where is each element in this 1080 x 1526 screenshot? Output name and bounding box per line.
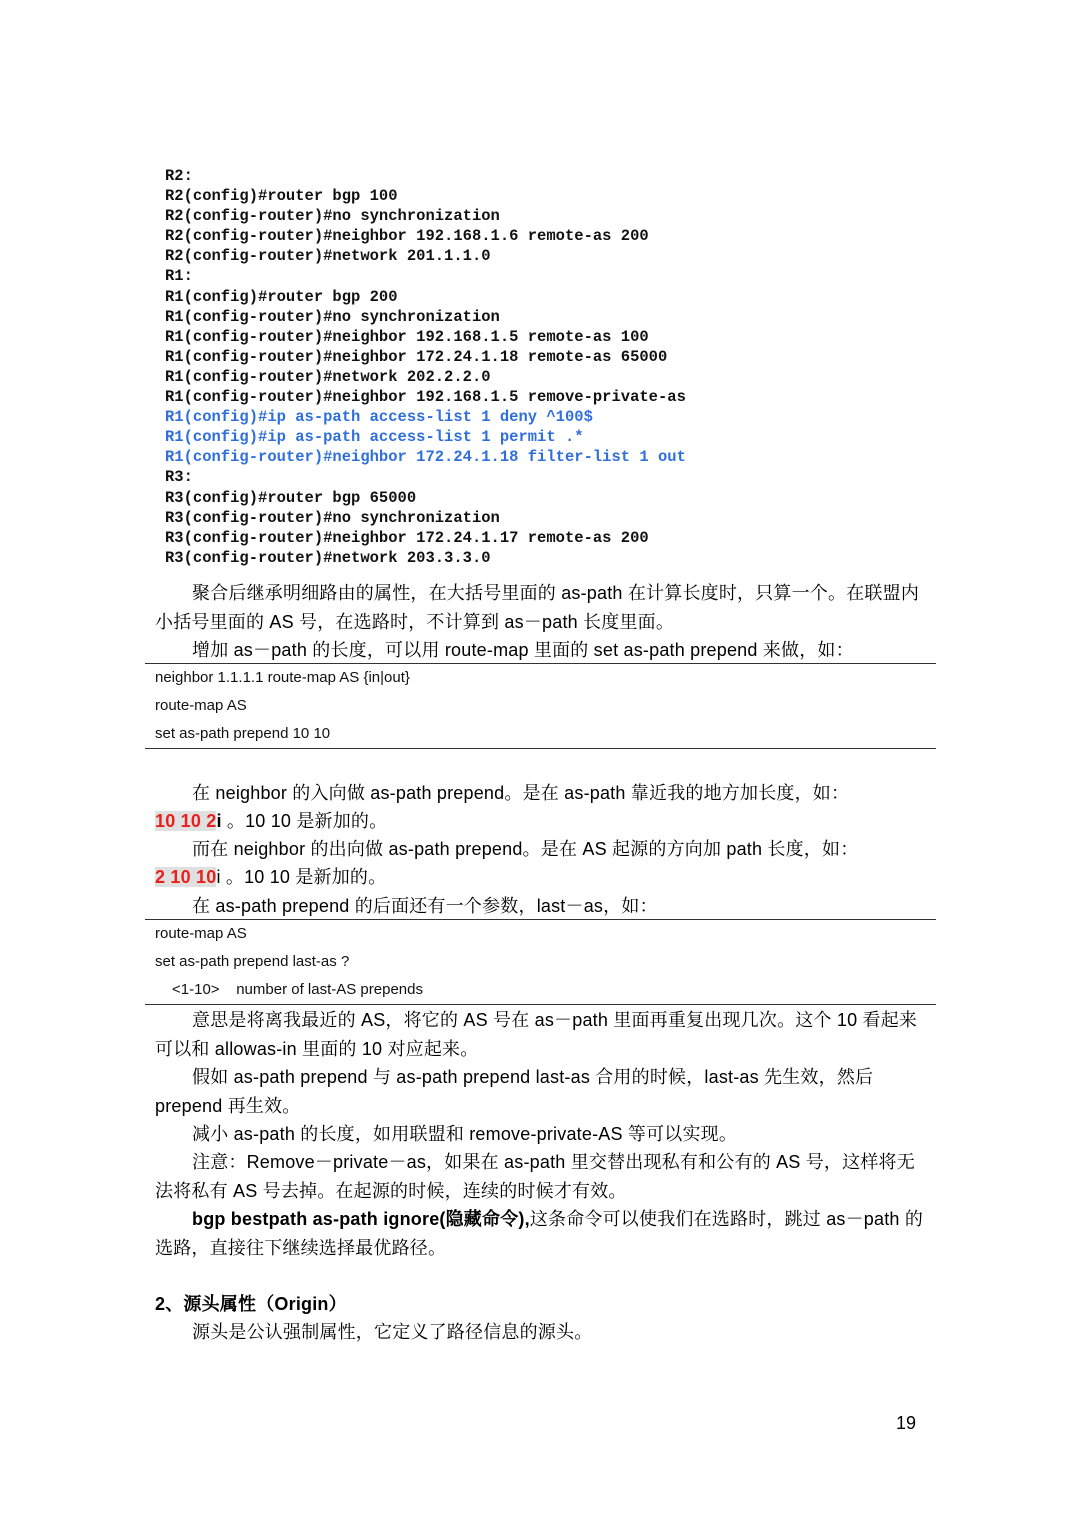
- code-line: R1(config-router)#neighbor 192.168.1.5 remove-private-as: [165, 388, 686, 407]
- code-line: R1(config-router)#neighbor 172.24.1.18 filter-list 1 out: [165, 448, 686, 467]
- config-line: route-map AS: [155, 925, 247, 942]
- code-line: R2(config-router)#network 201.1.1.0: [165, 247, 491, 266]
- paragraph-last-as: 在 as-path prepend 的后面还有一个参数，last－as，如：: [192, 896, 658, 916]
- paragraph-inbound-prepend: 在 neighbor 的入向做 as-path prepend。是在 as-path 靠近我的地方加长度，如：: [192, 783, 850, 803]
- code-line: R1(config)#ip as-path access-list 1 permit .*: [165, 428, 584, 447]
- section-heading-origin: 2、源头属性（Origin）: [155, 1294, 347, 1314]
- code-line: R1:: [165, 267, 193, 286]
- paragraph-bestpath-ignore: [155, 1205, 927, 1262]
- paragraph-aggregation: 聚合后继承明细路由的属性，在大括号里面的 as-path 在计算长度时，只算一个。在联盟内小括号里面的 AS 号，在选路时，不计算到 as－path 长度里面。: [155, 583, 920, 632]
- code-line: R3:: [165, 468, 193, 487]
- command-bestpath: bgp bestpath as-path ignore(隐藏命令),: [192, 1209, 530, 1229]
- code-line: R1(config-router)#neighbor 172.24.1.18 remote-as 65000: [165, 347, 668, 366]
- example-note: 。10 10 是新加的。: [221, 811, 388, 831]
- config-example-box-1: [145, 663, 936, 749]
- paragraph-last-as-meaning: 意思是将离我最近的 AS，将它的 AS 号在 as－path 里面再重复出现几次。这个 10 看起来可以和 allowas-in 里面的 10 对应起来。: [155, 1010, 918, 1059]
- code-block: [165, 166, 686, 568]
- paragraph-reduce-length: 减小 as-path 的长度，如用联盟和 remove-private-AS 等可以实现。: [192, 1124, 738, 1144]
- paragraph-prepend-intro: 增加 as－path 的长度，可以用 route-map 里面的 set as-path prepend 来做，如：: [192, 640, 854, 660]
- code-line: R1(config)#ip as-path access-list 1 deny ^100$: [165, 408, 593, 427]
- example-outbound: [155, 863, 927, 892]
- code-line: R2(config-router)#neighbor 192.168.1.6 remote-as 200: [165, 227, 649, 246]
- code-line: R1(config-router)#neighbor 192.168.1.5 remote-as 100: [165, 327, 649, 346]
- code-line: R2(config-router)#no synchronization: [165, 207, 500, 226]
- highlighted-as-path: 10 10 2: [155, 811, 217, 831]
- config-line: neighbor 1.1.1.1 route-map AS {in|out}: [155, 669, 410, 686]
- code-line: R1(config-router)#no synchronization: [165, 307, 500, 326]
- config-line: route-map AS: [155, 697, 247, 714]
- paragraph-note: 注意：Remove－private－as，如果在 as-path 里交替出现私有和公有的 AS 号，这样将无法将私有 AS 号去掉。在起源的时候，连续的时候才有效。: [155, 1152, 915, 1201]
- code-line: R3(config)#router bgp 65000: [165, 488, 417, 507]
- paragraph-combined-prepend: 假如 as-path prepend 与 as-path prepend last-as 合用的时候，last-as 先生效，然后 prepend 再生效。: [155, 1067, 874, 1116]
- command-description: 这条命令可以使我们在选路时，跳过 as－path 的选路，直接往下继续选择最优路径。: [155, 1209, 924, 1258]
- config-line: <1-10> number of last-AS prepends: [172, 981, 423, 998]
- code-line: R3(config-router)#neighbor 172.24.1.17 remote-as 200: [165, 528, 649, 547]
- code-line: R2(config)#router bgp 100: [165, 187, 398, 206]
- code-line: R3(config-router)#network 203.3.3.0: [165, 548, 491, 567]
- code-line: R1(config-router)#network 202.2.2.0: [165, 367, 491, 386]
- example-note: 。10 10 是新加的。: [220, 867, 387, 887]
- config-example-box-2: [145, 919, 936, 1005]
- origin-code: i: [216, 811, 222, 831]
- paragraph-outbound-prepend: 而在 neighbor 的出向做 as-path prepend。是在 AS 起源的方向加 path 长度，如：: [192, 839, 859, 859]
- page-number: 19: [896, 1413, 917, 1433]
- code-line: R2:: [165, 167, 193, 185]
- code-line: R3(config-router)#no synchronization: [165, 508, 500, 527]
- code-line: R1(config)#router bgp 200: [165, 287, 398, 306]
- origin-code: i: [216, 867, 221, 887]
- example-inbound: [155, 807, 927, 836]
- highlighted-as-path: 2 10 10: [155, 867, 217, 887]
- config-line: set as-path prepend 10 10: [155, 725, 331, 742]
- paragraph-origin-definition: 源头是公认强制属性，它定义了路径信息的源头。: [192, 1322, 593, 1342]
- config-line: set as-path prepend last-as ?: [155, 953, 350, 970]
